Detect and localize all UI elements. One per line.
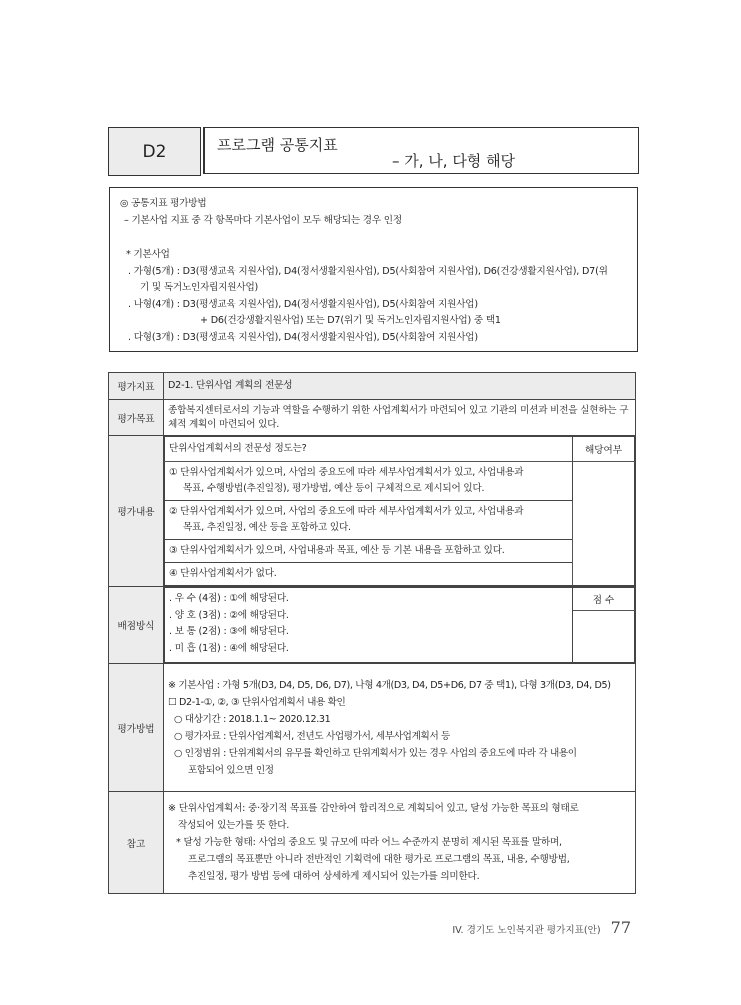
content-item-3: ③ 단위사업계획서가 있으며, 사업내용과 목표, 예산 등 기본 내용을 포함하고 있다.: [169, 545, 505, 556]
info-ga-line1: . 가형(5개) : D3(평생교육 지원사업), D4(정서생활지원사업), D5(사회참여 지원사업), D6(건강생활지원사업), D7(위: [128, 266, 608, 277]
content-item-1b: 목표, 수행방법(추진일정), 평가방법, 예산 등이 구체적으로 제시되어 있다.: [183, 483, 485, 494]
score-average: . 보 통 (2점) : ③에 해당된다.: [169, 626, 289, 637]
content-item-1a: ① 단위사업계획서가 있으며, 사업의 중요도에 따라 세부사업계획서가 있고, 사업내용과: [169, 467, 524, 478]
reference-line-2: 작성되어 있는가를 뜻 한다.: [178, 820, 290, 831]
reference-line-4: 프로그램의 목표뿐만 아니라 전반적인 기획력에 대한 평가로 프로그램의 목표, 내용, 수행방법,: [188, 854, 570, 865]
info-basic-title: * 기본사업: [126, 249, 170, 260]
section-title: 프로그램 공통지표: [217, 136, 338, 154]
method-period: ○ 대상기간 : 2018.1.1~ 2020.12.31: [174, 713, 331, 725]
info-na-line2: + D6(건강생활지원사업) 또는 D7(위기 및 독거노인자립지원사업) 중 택1: [200, 315, 501, 326]
info-da-line: . 다형(3개) : D3(평생교육 지원사업), D4(정서생활지원사업), D5(사회참여 지원사업): [128, 332, 478, 343]
score-subtable: [164, 587, 635, 663]
content-item-2a: ② 단위사업계획서가 있으며, 사업의 중요도에 따라 세부사업계획서가 있고, 사업내용과: [169, 506, 524, 517]
method-materials: ○ 평가자료 : 단위사업계획서, 전년도 사업평가서, 세부사업계획서 등: [174, 730, 450, 742]
section-title-box: [203, 127, 639, 174]
score-poor: . 미 흡 (1점) : ④에 해당된다.: [169, 642, 289, 654]
method-basic: ※ 기본사업 : 가형 5개(D3, D4, D5, D6, D7), 나형 4개(D3, D4, D5+D6, D7 중 택1), 다형 3개(D3, D4, D5): [168, 679, 611, 691]
info-heading: ◎ 공통지표 평가방법: [120, 198, 207, 209]
method-check: ☐ D2-1-①, ②, ③ 단위사업계획서 내용 확인: [168, 696, 346, 708]
method-label: 평가방법: [109, 664, 164, 792]
info-ga-line2: 기 및 독거노인자립지원사업): [140, 282, 259, 293]
evaluation-method-box: [109, 187, 638, 352]
goal-value: 종합복지센터로서의 기능과 역할을 수행하기 위한 사업계획서가 마련되어 있고 기관의 미션과 비전을 실현하는 구체적 계획이 마련되어 있다.: [168, 404, 629, 430]
content-item-4: ④ 단위사업계획서가 없다.: [169, 568, 277, 579]
footer-text: IV. 경기도 노인복지관 평가지표(안): [452, 925, 601, 936]
reference-line-5: 추진일정, 평가 방법 등에 대하여 상세하게 제시되어 있는가를 의미한다.: [188, 871, 480, 882]
goal-label: 평가목표: [109, 400, 164, 436]
section-code: D2: [108, 127, 201, 176]
applicable-header: 해당여부: [573, 437, 635, 462]
method-scope: ○ 인정범위 : 단위계획서의 유무를 확인하고 단위계획서가 있는 경우 사업의 중요도에 따라 각 내용이: [174, 747, 577, 759]
reference-label: 참고: [109, 792, 164, 894]
score-excellent: . 우 수 (4점) : ①에 해당된다.: [169, 593, 289, 604]
content-subtable: [164, 436, 635, 586]
content-question: 단위사업계획서의 전문성 정도는?: [169, 443, 307, 454]
indicator-label: 평가지표: [109, 373, 164, 400]
content-item-2b: 목표, 추진일정, 예산 등을 포함하고 있다.: [183, 522, 351, 533]
reference-line-1: ※ 단위사업계획서: 중·장기적 목표를 감안하여 합리적으로 계획되어 있고, 달성 가능한 목표의 형태로: [168, 803, 579, 814]
score-label: 배점방식: [109, 587, 164, 664]
info-rule: – 기본사업 지표 중 각 항목마다 기본사업이 모두 해당되는 경우 인정: [124, 215, 402, 226]
indicator-table: [108, 372, 636, 894]
score-good: . 양 호 (3점) : ②에 해당된다.: [169, 609, 289, 621]
content-label: 평가내용: [109, 436, 164, 587]
points-header: 점 수: [573, 588, 635, 611]
page-footer: [452, 918, 631, 937]
info-na-line1: . 나형(4개) : D3(평생교육 지원사업), D4(정서생활지원사업), D5(사회참여 지원사업): [128, 299, 478, 310]
indicator-value: D2-1. 단위사업 계획의 전문성: [168, 380, 293, 391]
section-subtitle: – 가, 나, 다형 해당: [392, 152, 516, 170]
method-scope-cont: 포함되어 있으면 인정: [188, 764, 274, 776]
page-number: 77: [610, 918, 631, 937]
reference-line-3: * 달성 가능한 형태: 사업의 중요도 및 규모에 따라 어느 수준까지 분명히 제시된 목표를 말하며,: [176, 837, 562, 848]
